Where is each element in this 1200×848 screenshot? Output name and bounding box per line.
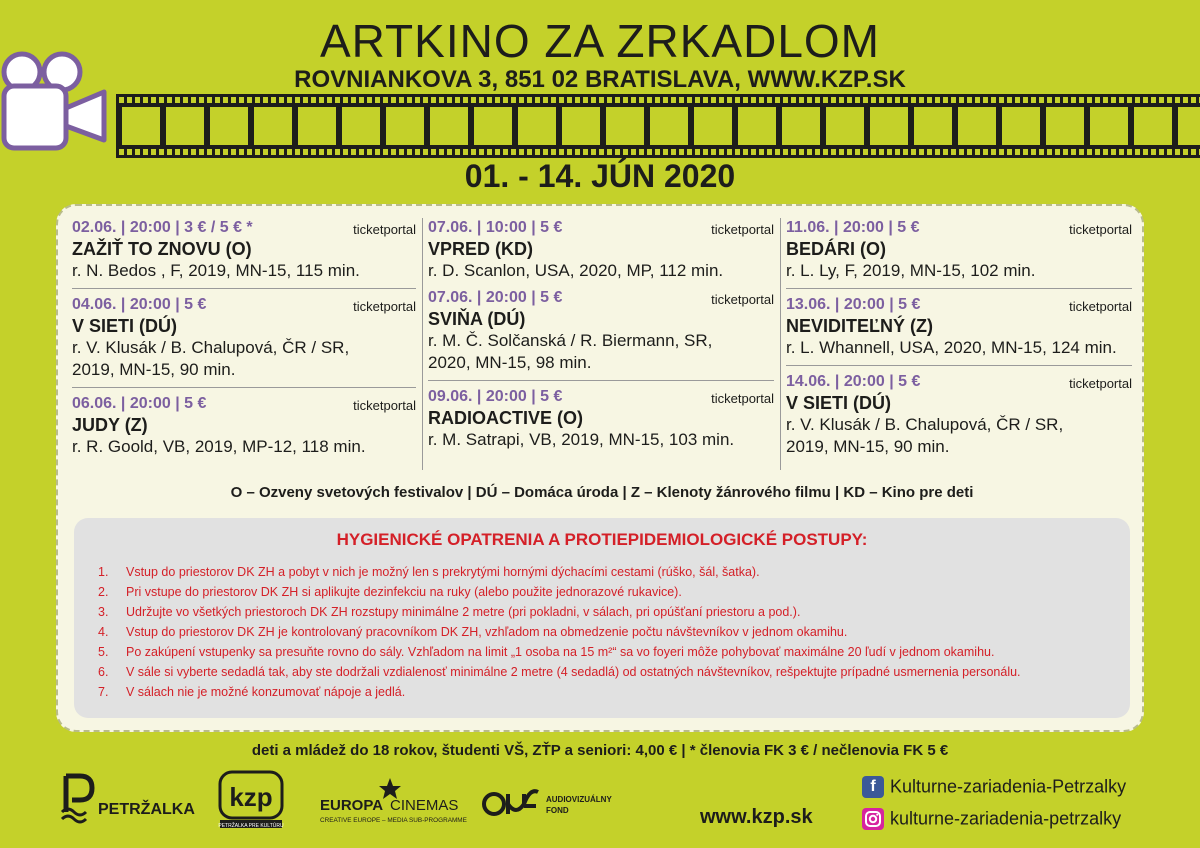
- rule-text: Vstup do priestorov DK ZH a pobyt v nich je možný len s prekrytými hornými dýchacími cestami (rúško, šál, šatka).: [126, 565, 760, 579]
- kzp-logo: [218, 770, 286, 835]
- cinemas-word: CINEMAS: [390, 797, 459, 814]
- film-credits: r. M. Č. Solčanská / R. Biermann, SR,: [428, 331, 713, 350]
- rule-number: 7.: [98, 685, 109, 699]
- film-strip: [116, 94, 1200, 158]
- film-credits-cont: 2019, MN-15, 90 min.: [72, 360, 236, 379]
- film-credits: r. V. Klusák / B. Chalupová, ČR / SR,: [72, 338, 350, 357]
- hygiene-rule: [98, 642, 1118, 662]
- rule-text: Vstup do priestorov DK ZH je kontrolovaný pracovníkom DK ZH, vzhľadom na obmedzenie počtu návštevníkov v jednom okamihu.: [126, 625, 848, 639]
- facebook-handle: Kulturne-zariadenia-Petrzalky: [890, 776, 1127, 797]
- schedule-column-2: [428, 218, 774, 457]
- film-credits: r. V. Klusák / B. Chalupová, ČR / SR,: [786, 415, 1064, 434]
- instagram-icon: [862, 808, 884, 830]
- hygiene-rule: [98, 602, 1118, 622]
- film-title: V SIETI (DÚ): [786, 393, 892, 413]
- film-title: NEVIDITEĽNÝ (Z): [786, 316, 933, 336]
- rule-text: V sálach nie je možné konzumovať nápoje a jedlá.: [126, 685, 406, 699]
- screening-time: 07.06. | 10:00 | 5 €: [428, 219, 563, 236]
- schedule-column-3: [786, 218, 1132, 464]
- europa-word: EUROPA: [320, 797, 384, 814]
- rule-text: Po zakúpení vstupenky sa presuňte rovno do sály. Vzhľadom na limit „1 osoba na 15 m²“ sa vo foyeri môže pohybovať maximálne 20 ľudí v jednom okamihu.: [126, 645, 995, 659]
- film-title: RADIOACTIVE (O): [428, 408, 583, 428]
- europa-subline: CREATIVE EUROPE – MEDIA SUB-PROGRAMME: [320, 817, 467, 824]
- avf-line2: FOND: [546, 806, 569, 815]
- ticketportal-link[interactable]: ticketportal: [711, 222, 774, 237]
- column-divider: [422, 218, 423, 470]
- film-camera-icon: [0, 40, 120, 160]
- screening-entry: [428, 218, 774, 288]
- film-title: ZAŽIŤ TO ZNOVU (O): [72, 239, 252, 259]
- film-title: JUDY (Z): [72, 415, 148, 435]
- petrzalka-logo-mark: [60, 768, 210, 824]
- rule-text: Pri vstupe do priestorov DK ZH si aplikujte dezinfekciu na ruky (alebo použite jednorazové rukavice).: [126, 585, 682, 599]
- screening-entry: [72, 295, 416, 388]
- ticketportal-link[interactable]: ticketportal: [711, 292, 774, 307]
- petrzalka-logo: [60, 768, 210, 829]
- rule-text: Udržujte vo všetkých priestoroch DK ZH rozstupy minimálne 2 metre (pri pokladni, v sálach, pri opúšťaní priestoru a pod.).: [126, 605, 801, 619]
- petrzalka-wordmark: PETRŽALKA: [98, 801, 195, 818]
- avf-line1: AUDIOVIZUÁLNY: [546, 795, 612, 804]
- price-info: deti a mládež do 18 rokov, študenti VŠ, ZŤP a seniori: 4,00 € | * členovia FK 3 € / nečlenovia FK 5 €: [251, 742, 949, 759]
- film-title: VPRED (KD): [428, 239, 534, 259]
- film-credits: r. N. Bedos , F, 2019, MN-15, 115 min.: [72, 261, 360, 280]
- page-title: ARTKINO ZA ZRKADLOM: [319, 15, 881, 67]
- screening-time: 07.06. | 20:00 | 5 €: [428, 289, 563, 306]
- rule-number: 6.: [98, 665, 109, 679]
- hygiene-rule: [98, 662, 1118, 682]
- hygiene-rule: [98, 562, 1118, 582]
- date-range: 01. - 14. JÚN 2020: [464, 158, 736, 194]
- screening-entry: [786, 295, 1132, 366]
- instagram-link[interactable]: [862, 808, 1121, 830]
- europa-cinemas-mark: [318, 776, 468, 832]
- facebook-icon: f: [862, 776, 884, 798]
- ticketportal-link[interactable]: ticketportal: [353, 398, 416, 413]
- avf-logo-mark: [480, 786, 620, 830]
- screening-time: 14.06. | 20:00 | 5 €: [786, 373, 921, 390]
- kzp-subline: PETRŽALKA PRE KULTÚRU: [218, 823, 284, 829]
- avf-logo: [480, 786, 620, 835]
- kzp-wordmark: kzp: [229, 782, 273, 812]
- website-link[interactable]: www.kzp.sk: [700, 806, 813, 828]
- hygiene-rules: [98, 562, 1118, 702]
- film-title: V SIETI (DÚ): [72, 316, 178, 336]
- column-divider: [780, 218, 781, 470]
- screening-time: 11.06. | 20:00 | 5 €: [786, 219, 920, 236]
- screening-entry: [428, 288, 774, 381]
- hygiene-rule: [98, 582, 1118, 602]
- ticketportal-link[interactable]: ticketportal: [1069, 376, 1132, 391]
- rule-number: 5.: [98, 645, 109, 659]
- rule-number: 2.: [98, 585, 109, 599]
- hygiene-rule: [98, 622, 1118, 642]
- screening-entry: [72, 218, 416, 289]
- screening-entry: [428, 387, 774, 457]
- film-credits-cont: 2020, MN-15, 98 min.: [428, 353, 592, 372]
- europa-cinemas-logo: [318, 776, 468, 837]
- rule-number: 1.: [98, 565, 109, 579]
- program-panel: [56, 204, 1144, 732]
- ticketportal-link[interactable]: ticketportal: [711, 391, 774, 406]
- film-title: BEDÁRI (O): [786, 239, 886, 259]
- film-credits: r. L. Ly, F, 2019, MN-15, 102 min.: [786, 261, 1036, 280]
- hygiene-box: [74, 518, 1130, 718]
- category-legend: O – Ozveny svetových festivalov | DÚ – Domáca úroda | Z – Klenoty žánrového filmu | KD – Kino pre deti: [230, 484, 974, 501]
- ticketportal-link[interactable]: ticketportal: [1069, 222, 1132, 237]
- screening-time: 09.06. | 20:00 | 5 €: [428, 388, 563, 405]
- film-title: SVIŇA (DÚ): [428, 309, 526, 329]
- hygiene-title: HYGIENICKÉ OPATRENIA A PROTIEPIDEMIOLOGICKÉ POSTUPY:: [336, 530, 868, 549]
- screening-time: 02.06. | 20:00 | 3 € / 5 € *: [72, 219, 253, 236]
- screening-time: 04.06. | 20:00 | 5 €: [72, 296, 207, 313]
- screening-time: 06.06. | 20:00 | 5 €: [72, 395, 207, 412]
- ticketportal-link[interactable]: ticketportal: [353, 222, 416, 237]
- rule-number: 3.: [98, 605, 109, 619]
- screening-entry: [786, 218, 1132, 289]
- screening-entry: [72, 394, 416, 464]
- screening-time: 13.06. | 20:00 | 5 €: [786, 296, 921, 313]
- kzp-logo-mark: [218, 770, 286, 830]
- hygiene-rule: [98, 682, 1118, 702]
- screening-entry: [786, 372, 1132, 464]
- ticketportal-link[interactable]: ticketportal: [1069, 299, 1132, 314]
- facebook-link[interactable]: [862, 776, 1126, 798]
- address: ROVNIANKOVA 3, 851 02 BRATISLAVA, WWW.KZP.SK: [294, 66, 906, 93]
- instagram-handle: kulturne-zariadenia-petrzalky: [890, 808, 1122, 829]
- rule-number: 4.: [98, 625, 109, 639]
- film-credits-cont: 2019, MN-15, 90 min.: [786, 437, 950, 456]
- film-credits: r. M. Satrapi, VB, 2019, MN-15, 103 min.: [428, 430, 735, 449]
- film-credits: r. R. Goold, VB, 2019, MP-12, 118 min.: [72, 437, 366, 456]
- ticketportal-link[interactable]: ticketportal: [353, 299, 416, 314]
- film-credits: r. L. Whannell, USA, 2020, MN-15, 124 min.: [786, 338, 1117, 357]
- rule-text: V sále si vyberte sedadlá tak, aby ste dodržali vzdialenosť minimálne 2 metre (4 sedadlá) od ostatných návštevníkov, rešpektujte prípadné usmernenia personálu.: [126, 665, 1021, 679]
- schedule-column-1: [72, 218, 416, 464]
- film-credits: r. D. Scanlon, USA, 2020, MP, 112 min.: [428, 261, 724, 280]
